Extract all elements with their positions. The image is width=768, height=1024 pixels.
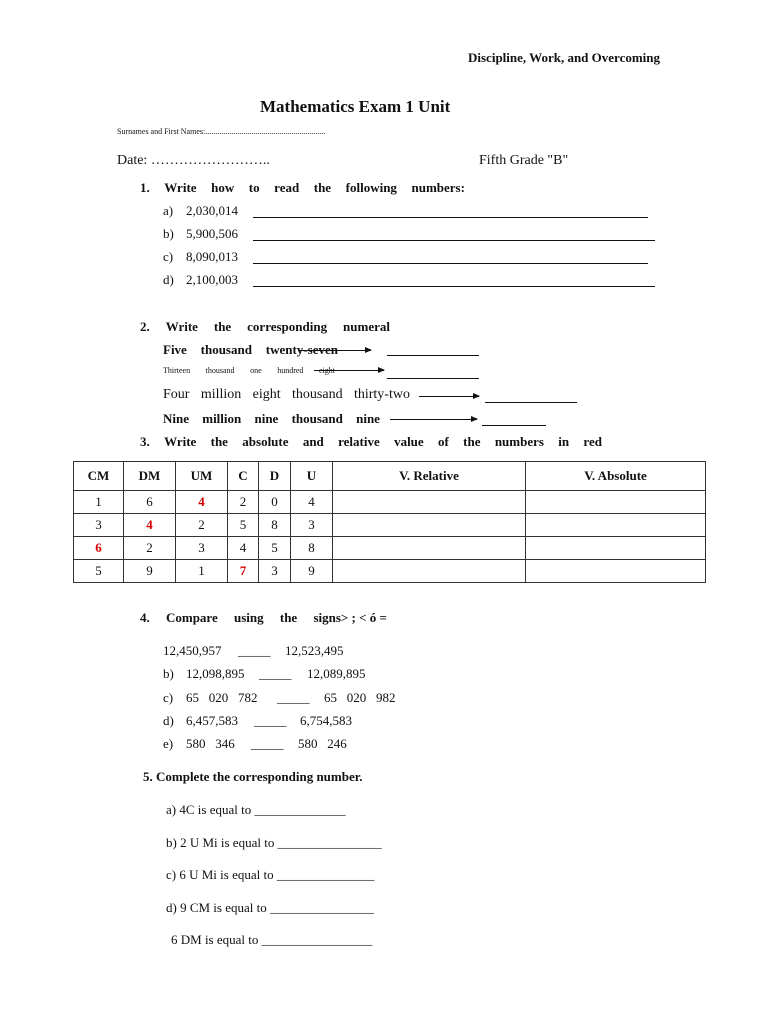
q5-item[interactable]: a) 4C is equal to ______________ [166, 802, 346, 817]
column-header: D [259, 462, 291, 491]
table-row [74, 491, 706, 514]
table-row [74, 514, 706, 537]
answer-line[interactable] [253, 286, 655, 287]
table-cell: 1 [176, 560, 228, 583]
absolute-value-cell[interactable] [526, 560, 706, 583]
q5-item[interactable]: d) 9 CM is equal to ________________ [166, 900, 374, 915]
table-cell-red: 4 [124, 514, 176, 537]
table-cell-red: 7 [228, 560, 259, 583]
table-cell: 3 [74, 514, 124, 537]
table-header-row [74, 462, 706, 491]
table-cell: 6 [124, 491, 176, 514]
table-row [74, 560, 706, 583]
table-cell: 4 [228, 537, 259, 560]
arrow-icon [419, 396, 479, 397]
grade-label: Fifth Grade "B" [479, 153, 569, 168]
q2-item-3: Four million eight thousand thirty-two [163, 387, 410, 402]
motto: Discipline, Work, and Overcoming [468, 50, 661, 65]
compare-blank[interactable]: _____ [254, 713, 287, 728]
names-field: Surnames and First Names:............................................................ [117, 127, 326, 136]
compare-blank[interactable]: _____ [238, 643, 271, 658]
absolute-value-cell[interactable] [526, 491, 706, 514]
answer-line[interactable] [253, 263, 648, 264]
compare-blank[interactable]: _____ [251, 736, 284, 751]
column-header: U [291, 462, 333, 491]
page-title: Mathematics Exam 1 Unit [260, 97, 451, 116]
column-header: V. Absolute [526, 462, 706, 491]
table-cell: 2 [176, 514, 228, 537]
table-cell-red: 6 [74, 537, 124, 560]
q2-item-4: Nine million nine thousand nine [163, 411, 380, 426]
q1-number: 2,030,014 [186, 203, 238, 218]
q1-number: 5,900,506 [186, 226, 238, 241]
column-header: UM [176, 462, 228, 491]
arrow-icon [298, 350, 371, 351]
table-cell-red: 4 [176, 491, 228, 514]
answer-line[interactable] [387, 355, 479, 356]
q5-item[interactable]: c) 6 U Mi is equal to _______________ [166, 867, 375, 882]
table-cell: 8 [259, 514, 291, 537]
absolute-value-cell[interactable] [526, 514, 706, 537]
answer-line[interactable] [387, 378, 479, 379]
answer-line[interactable] [485, 402, 577, 403]
table-cell: 3 [176, 537, 228, 560]
column-header: V. Relative [333, 462, 526, 491]
table-cell: 4 [291, 491, 333, 514]
q4-heading: 4. Compare using the signs> ; < ó = [140, 610, 387, 625]
table-cell: 3 [291, 514, 333, 537]
relative-value-cell[interactable] [333, 514, 526, 537]
compare-blank[interactable]: _____ [277, 690, 310, 705]
relative-value-cell[interactable] [333, 491, 526, 514]
q3-heading: 3. Write the absolute and relative value of the numbers in red [140, 434, 602, 449]
arrow-icon [390, 419, 477, 420]
table-cell: 3 [259, 560, 291, 583]
q2-heading: 2. Write the corresponding numeral [140, 319, 390, 334]
place-value-table [73, 461, 706, 583]
relative-value-cell[interactable] [333, 560, 526, 583]
q1-heading: 1. Write how to read the following numbers: [140, 180, 465, 195]
column-header: C [228, 462, 259, 491]
answer-line[interactable] [482, 425, 546, 426]
q1-number: 2,100,003 [186, 272, 238, 287]
absolute-value-cell[interactable] [526, 537, 706, 560]
q5-heading: 5. Complete the corresponding number. [143, 769, 363, 784]
column-header: CM [74, 462, 124, 491]
q5-item[interactable]: b) 2 U Mi is equal to ________________ [166, 835, 382, 850]
q2-item-1: Five thousand twenty-seven [163, 342, 338, 357]
q2-item-2: Thirteen thousand one hundred eight [163, 366, 335, 375]
arrow-icon [314, 370, 384, 371]
table-row [74, 537, 706, 560]
table-cell: 2 [228, 491, 259, 514]
table-cell: 0 [259, 491, 291, 514]
relative-value-cell[interactable] [333, 537, 526, 560]
compare-blank[interactable]: _____ [259, 666, 292, 681]
answer-line[interactable] [253, 240, 655, 241]
table-cell: 9 [124, 560, 176, 583]
table-cell: 2 [124, 537, 176, 560]
table-cell: 5 [228, 514, 259, 537]
q5-item[interactable]: 6 DM is equal to _________________ [171, 932, 373, 947]
table-cell: 5 [74, 560, 124, 583]
table-cell: 1 [74, 491, 124, 514]
table-cell: 8 [291, 537, 333, 560]
date-field: Date: …………………….. [117, 153, 270, 168]
table-cell: 5 [259, 537, 291, 560]
q1-number: 8,090,013 [186, 249, 238, 264]
answer-line[interactable] [253, 217, 648, 218]
table-cell: 9 [291, 560, 333, 583]
column-header: DM [124, 462, 176, 491]
